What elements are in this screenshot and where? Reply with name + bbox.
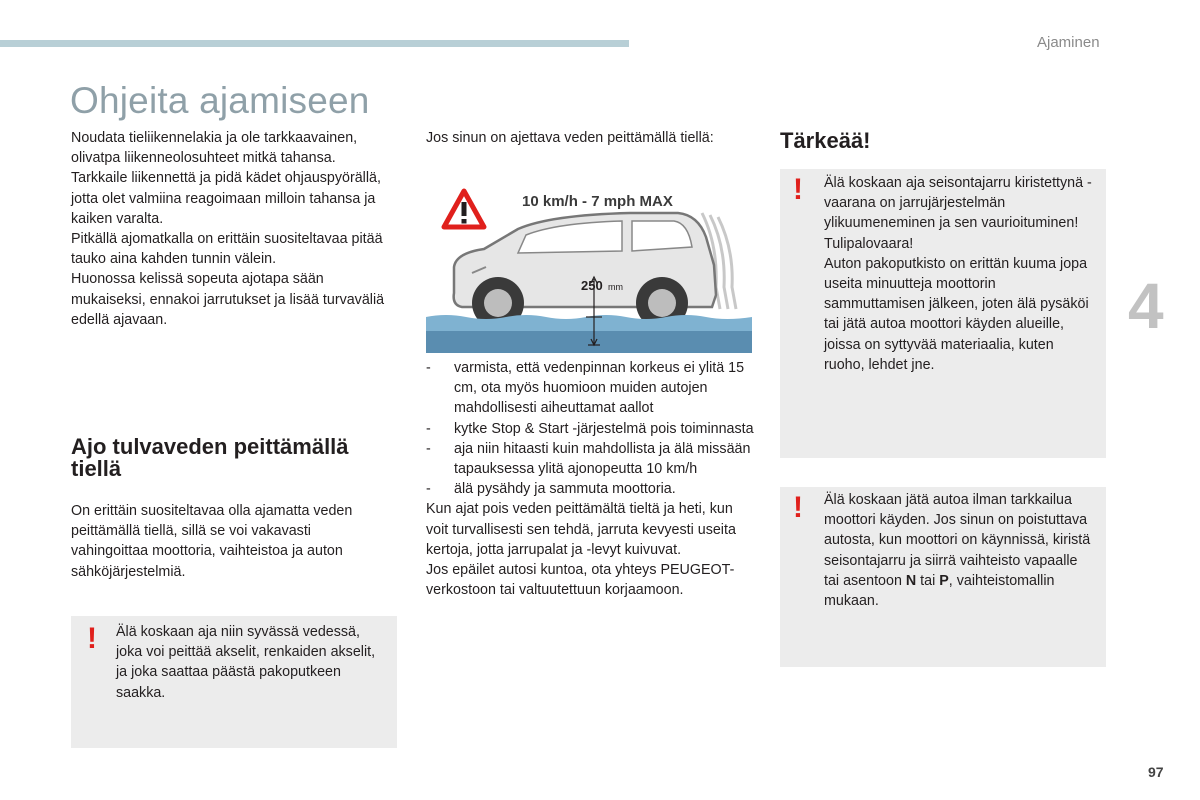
list-item (426, 439, 756, 479)
warning-icon: ! (87, 622, 97, 655)
warning-triangle-icon (444, 191, 484, 227)
flood-heading: Ajo tulvaveden peittämällä tiellä (71, 434, 349, 481)
warning-text-part: tai (916, 572, 940, 589)
important-warning-box-2 (780, 487, 1106, 667)
intro-paragraph: Tarkkaile liikennettä ja pidä kädet ohjauspyörällä, jotta olet valmiina reagoimaan milloin tahansa ja kaiken varalta. (71, 170, 381, 227)
header-accent-bar (0, 40, 629, 47)
water-intro: Jos sinun on ajettava veden peittämällä tiellä: (426, 130, 714, 146)
after-flood-text: Kun ajat pois veden peittämältä tieltä ja heti, kun voit turvallisesti sen tehdä, jarruta kevyesti useita kertoja, jotta jarrupalat ja -levyt kuivuvat. (426, 501, 736, 558)
intro-text (71, 128, 391, 330)
chapter-number: 4 (1128, 270, 1164, 342)
list-item-text: varmista, että vedenpinnan korkeus ei ylitä 15 cm, ota myös huomioon muiden autojen mahdollisesti aiheuttamat aallot (454, 360, 745, 417)
flood-text: On erittäin suositeltavaa olla ajamatta veden peittämällä tiellä, sillä se voi vakavasti vahingoittaa moottoria, vaihteistoa ja auton sähköjärjestelmiä. (71, 503, 353, 580)
intro-paragraph: Huonossa kelissä sopeuta ajotapa sään mukaiseksi, ennakoi jarrutukset ja lisää turvaväliä edellä ajavaan. (71, 271, 385, 328)
warning-text (824, 490, 1096, 611)
car-in-water-illustration (426, 175, 752, 353)
list-item (426, 479, 756, 499)
bullet-dash: - (426, 420, 431, 437)
warning-icon: ! (793, 173, 803, 206)
important-warning-box-1 (780, 169, 1106, 458)
bullet-dash: - (426, 360, 431, 376)
car-icon (454, 213, 716, 329)
warning-text-part: Älä koskaan jätä autoa ilman tarkkailua moottori käyden. Jos sinun on poistuttava autosta, kun moottori on käynnissä, kiristä seisontajarru ja siirrä vaihteisto vapaalle tai asentoon (824, 492, 1091, 589)
warning-line: Älä koskaan aja seisontajarru kiristettynä - vaarana on jarrujärjestelmän ylikuumeneminen ja sen vaurioituminen! (824, 175, 1092, 232)
list-item-text: älä pysähdy ja sammuta moottoria. (454, 481, 676, 498)
bullet-dash: - (426, 440, 431, 457)
depth-value: 250 (581, 278, 603, 293)
page-title: Ohjeita ajamiseen (70, 80, 370, 121)
intro-paragraph: Pitkällä ajomatkalla on erittäin suositeltavaa pitää tauko aina kahden tunnin välein. (71, 231, 383, 268)
flood-warning-text: Älä koskaan aja niin syvässä vedessä, joka voi peittää akselit, renkaiden akselit, ja joka saattaa päästä pakoputkeen saakka. (116, 624, 376, 701)
warning-icon: ! (793, 491, 803, 524)
warning-line: Tulipalovaara! (824, 235, 914, 252)
warning-text (824, 173, 1096, 375)
contact-text: Jos epäilet autosi kuntoa, ota yhteys PEUGEOT-verkostoon tai valtuutettuun korjaamoon. (426, 562, 735, 599)
water-body (426, 331, 752, 353)
flood-driving-figure (426, 175, 752, 353)
list-item-text: aja niin hitaasti kuin mahdollista ja älä missään tapauksessa ylitä ajonopeutta 10 km/h (454, 440, 751, 478)
warning-text-part: , vaihteistomallin mukaan. (824, 572, 1055, 610)
list-item-text: kytke Stop & Start -järjestelmä pois toiminnasta (454, 420, 754, 437)
page-number: 97 (1148, 764, 1164, 780)
gear-n: N (905, 572, 917, 589)
depth-unit: mm (608, 282, 623, 292)
bullet-dash: - (426, 481, 431, 498)
flood-warning-box (71, 616, 397, 748)
important-heading: Tärkeää! (780, 128, 871, 153)
list-item (426, 419, 756, 439)
section-name: Ajaminen (1037, 34, 1100, 51)
speed-limit-label: 10 km/h - 7 mph MAX (522, 193, 673, 210)
intro-paragraph: Noudata tieliikennelakia ja ole tarkkaavainen, olivatpa liikenneolosuhteet mitkä tahansa. (71, 130, 358, 167)
list-item (426, 358, 756, 419)
warning-line: Auton pakoputkisto on erittän kuuma jopa useita minuutteja moottorin sammuttamisen jälkeen, joten älä pysäköi tai jätä autoa moottori käyden alueille, joissa on syttyvää materiaalia, kuten ruoho, lehdet jne. (824, 255, 1089, 373)
water-bullets (426, 358, 756, 600)
gear-p: P (939, 572, 949, 589)
